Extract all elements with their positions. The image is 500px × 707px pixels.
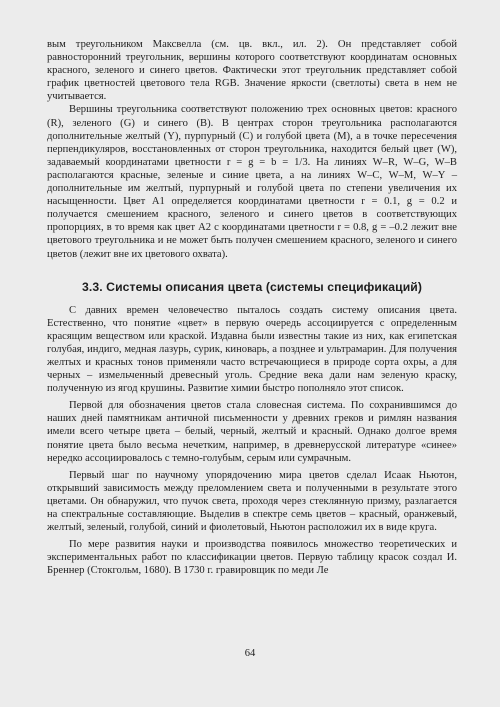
paragraph-verbal-system: Первой для обозначения цветов стала словесная система. По сохранившимся до наших дней памятникам античной письменности у древних греков и римлян названия имели всего четыре цвета – белый, черный, желтый и красный. Однако долгое время понятие цвета было весьма нечетким, например, в древнерусской литературе «синее» нередко ассоциировалось с темно-голубым, серым или сумрачным. xyxy=(47,400,457,464)
paragraph-maxwell-triangle: вым треугольником Максвелла (см. цв. вкл., ил. 2). Он представляет собой равносторонний треугольник, вершины которого соответствуют координатам основных красного, зеленого и синего цветов. Фактически этот треугольник представляет собой график цветностей цветового тела RGB. Значение яркости (светлоты) света в нем не учитывается. xyxy=(47,39,457,103)
page-number: 64 xyxy=(244,648,256,659)
section-heading: 3.3. Системы описания цвета (системы спецификаций) xyxy=(81,279,423,294)
page-body xyxy=(47,38,457,577)
paragraph-triangle-vertices: Вершины треугольника соответствуют положению трех основных цветов: красного (R), зеленого (G) и синего (B). В центрах сторон треугольника располагаются дополнительные желтый (Y), пурпурный (C) и голубой цвета (M), а в точке пересечения перпендикуляров, восстановленных от сторон треугольника, находится белый цвет (W), задаваемый координатами цветности r = g = b = 1/3. На линиях W–R, W–G, W–B располагаются красные, зеленые и синие цвета, а на линиях W–C, W–M, W–Y – дополнительные им желтый, пурпурный и голубой цвета по степени увеличения их насыщенности. Цвет A1 определяется координатами цветности r = 0.1, g = 0.2 и получается смешением красного, зеленого и синего цветов в соответствующих пропорциях, в то время как цвет A2 с координатами цветности r = 0.8, g = –0.2 лежит вне цветового треугольника и не может быть получен смешением красного, зеленого и синего цветов (лежит вне их цветового охвата). xyxy=(47,104,457,260)
paragraph-newton: Первый шаг по научному упорядочению мира цветов сделал Исаак Ньютон, открывший зависимость между преломлением света и полученными в результате этого цветами. Он обнаружил, что пучок света, проходя через стеклянную призму, разлагается на спектральные составляющие. Выделив в спектре семь цветов – красный, оранжевый, желтый, зеленый, голубой, синий и фиолетовый, Ньютон расположил их в виде круга. xyxy=(47,469,457,534)
paragraph-color-history: С давних времен человечество пыталось создать систему описания цвета. Естественно, что понятие «цвет» в первую очередь ассоциируется с определенным красящим веществом или краской. Издавна были известны такие из них, как египетская голубая, индиго, медная лазурь, сурик, киноварь, а позднее и ультрамарин. Для получения желтых и красных тонов применяли часто встречающиеся в природе сорта охры, а для черных – измельченный древесный уголь. Средние века дали нам зеленую краску, полученную из ягод крушины. Развитие химии быстро пополняло этот список. xyxy=(47,304,457,395)
paragraph-classification: По мере развития науки и производства появилось множество теоретических и экспериментальных работ по классификации цветов. Первую таблицу красок создал И. Бреннер (Стокгольм, 1680). В 1730 г. гравировщик по меди Ле xyxy=(47,539,457,577)
